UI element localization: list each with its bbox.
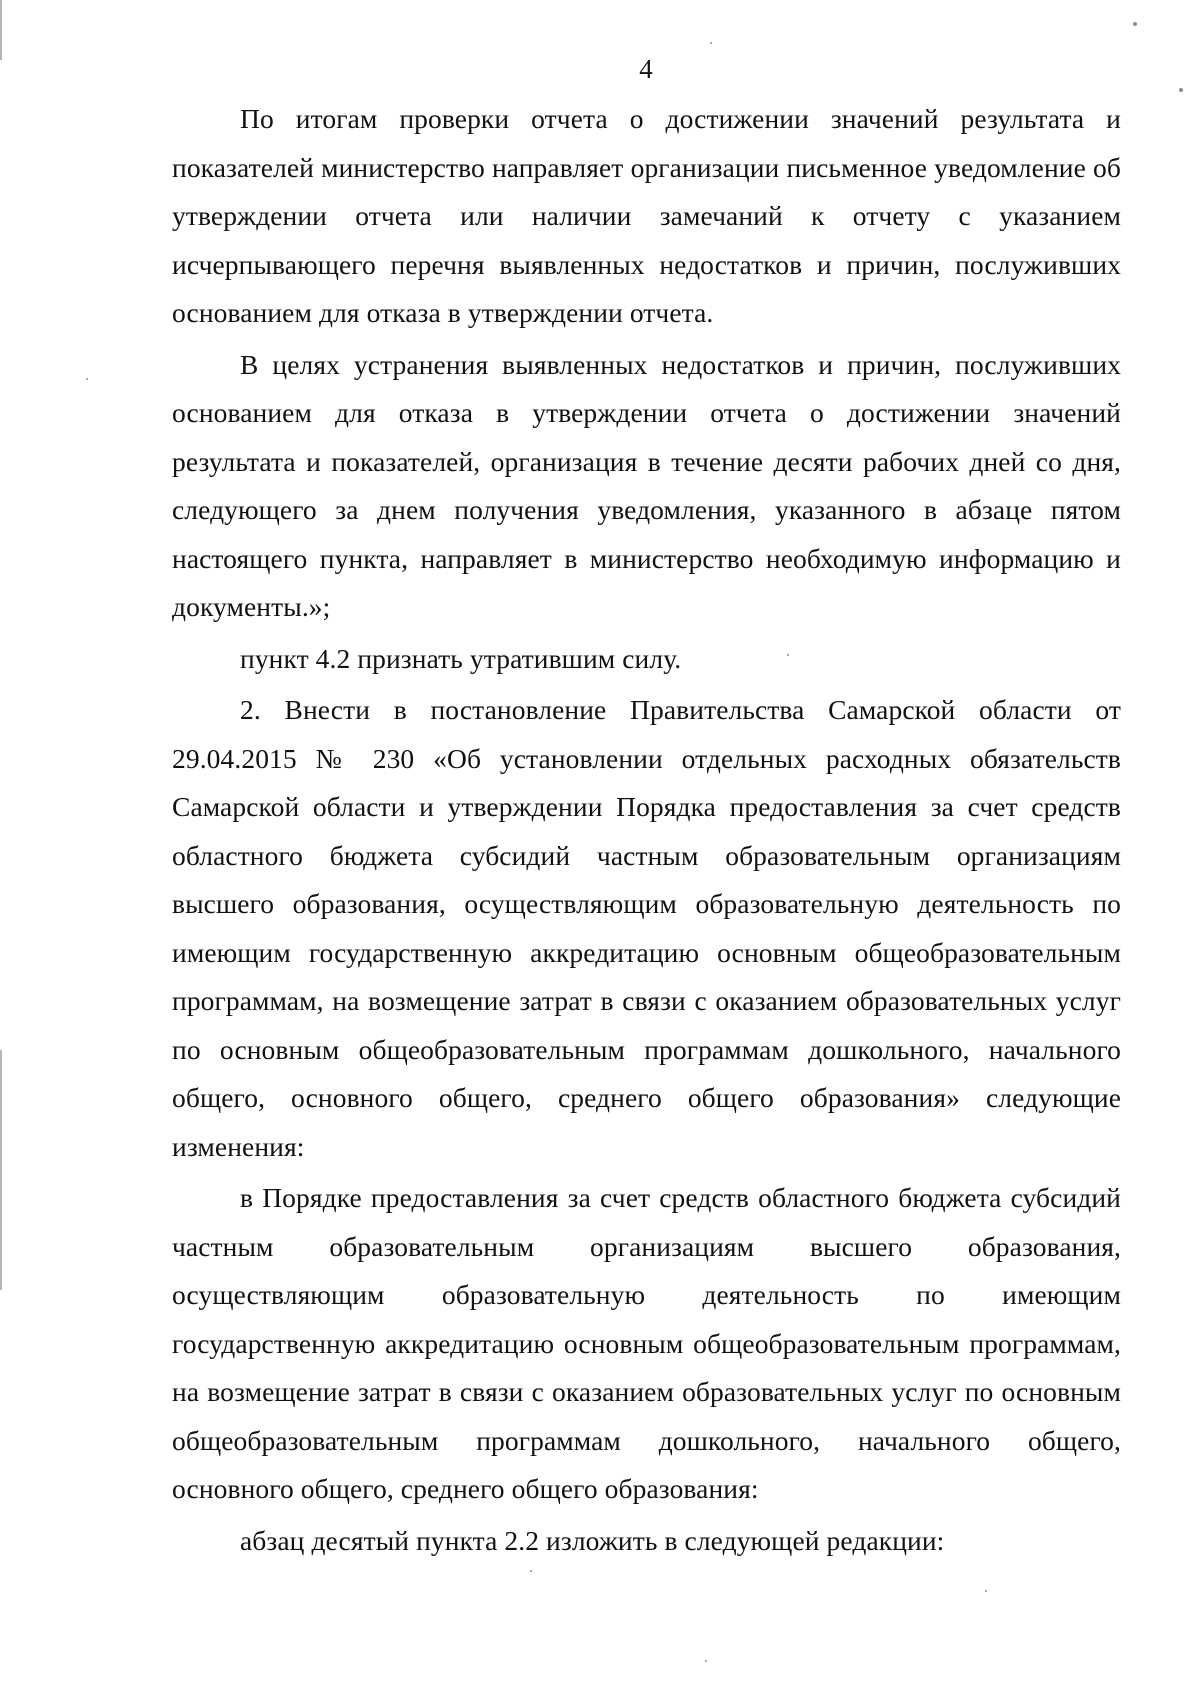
document-body [172, 95, 1121, 1565]
scan-speck [86, 378, 88, 380]
scan-speck [710, 42, 712, 44]
paragraph-report-review: По итогам проверки отчета о достижении значений результата и показателей министерство направляет организации письменное уведомление об утверждении отчета или наличии замечаний к отчету с указанием исчерпывающего перечня выявленных недостатков и причин, послуживших основанием для отказа в утверждении отчета. [172, 103, 1121, 328]
paragraph-clause-4-2: пункт 4.2 признать утратившим силу. [240, 642, 682, 674]
page-number: 4 [639, 54, 653, 84]
paragraph-procedure-subsidies: в Порядке предоставления за счет средств областного бюджета субсидий частным образовательным организациям высшего образования, осуществляющим образовательную деятельность по имеющим государственную аккредитацию основным общеобразовательным программам, на возмещение затрат в связи с оказанием образовательных услуг по основным общеобразовательным программам дошкольного, начального общего, основного общего, среднего общего образования: [172, 1182, 1121, 1504]
scan-edge-artifact [0, 0, 2, 60]
scan-speck [1179, 88, 1183, 92]
scan-speck [985, 1590, 987, 1592]
paragraph-clause-2-2: абзац десятый пункта 2.2 изложить в следующей редакции: [240, 1524, 945, 1556]
paragraph-deficiency-correction: В целях устранения выявленных недостатков и причин, послуживших основанием для отказа в утверждении отчета о достижении значений результата и показателей, организация в течение десяти рабочих дней со дня, следующего за днем получения уведомления, указанного в абзаце пятом настоящего пункта, направляет в министерство необходимую информацию и документы.»; [172, 348, 1121, 622]
scan-speck [1133, 22, 1137, 26]
paragraph-amend-resolution: 2. Внести в постановление Правительства Самарской области от 29.04.2015 № 230 «Об установлении отдельных расходных обязательств Самарской области и утверждении Порядка предоставления за счет средств областного бюджета субсидий частным образовательным организациям высшего образования, осуществляющим образовательную деятельность по имеющим государственную аккредитацию основным общеобразовательным программам, на возмещение затрат в связи с оказанием образовательных услуг по основным общеобразовательным программам дошкольного, начального общего, основного общего, среднего общего образования» следующие изменения: [172, 694, 1121, 1162]
scan-speck [705, 1660, 707, 1662]
scan-edge-artifact [0, 1050, 2, 1290]
scan-speck [530, 1570, 532, 1572]
